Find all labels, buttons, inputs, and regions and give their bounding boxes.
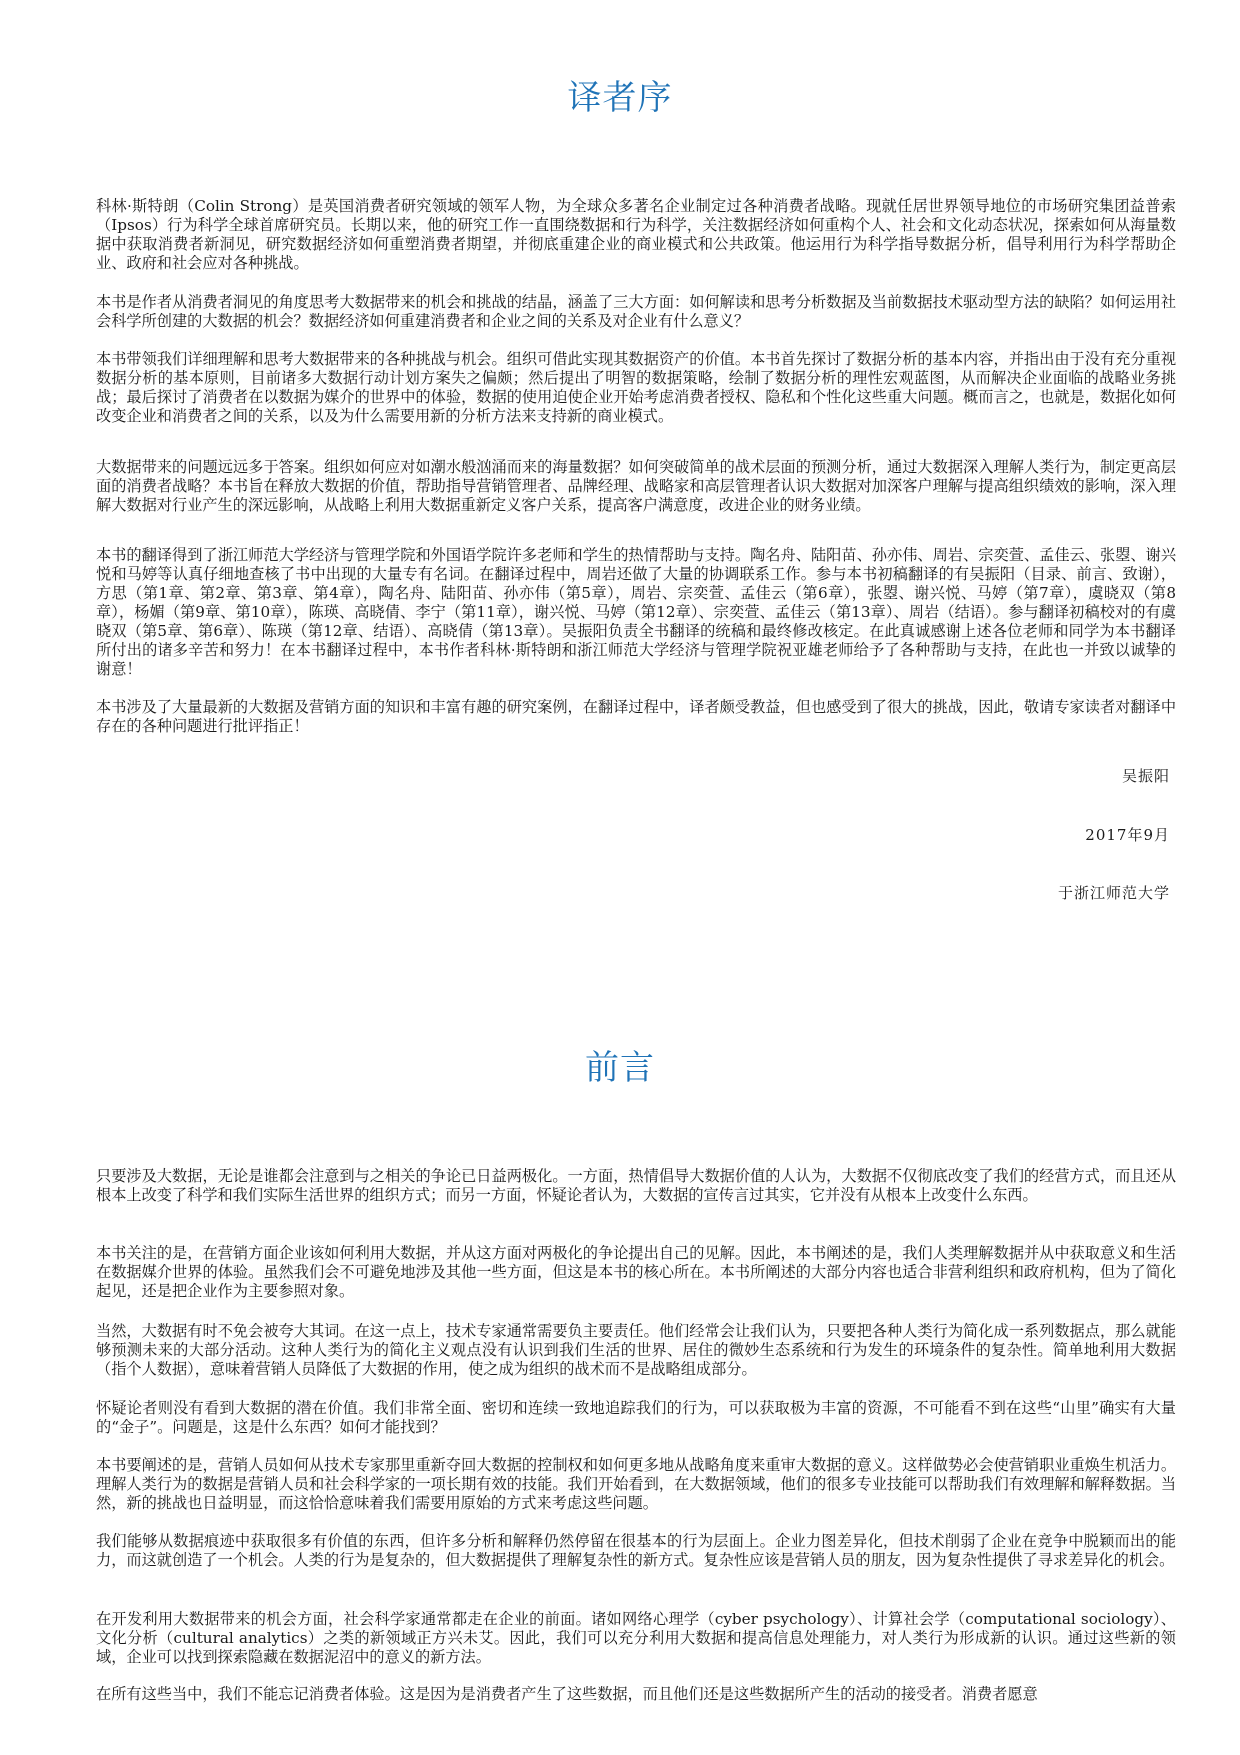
preface-paragraph-1 bbox=[96, 197, 1176, 273]
paragraph: 本书要阐述的是，营销人员如何从技术专家那里重新夺回大数据的控制权和如何更多地从战略角度来重审大数据的意义。这样做势必会使营销职业重焕生机活力。理解人类行为的数据是营销人员和社会科学家的一项长期有效的技能。我们开始看到，在大数据领域，他们的很多专业技能可以帮助我们有效理解和解释数据。当然，新的挑战也日益明显，而这恰恰意味着我们需要用原始的方式来考虑这些问题。 bbox=[96, 1456, 1176, 1512]
preface-paragraph-2 bbox=[96, 293, 1176, 331]
foreword-paragraph-1 bbox=[96, 1167, 1176, 1205]
foreword-paragraph-3 bbox=[96, 1322, 1176, 1379]
preface-paragraph-3 bbox=[96, 350, 1176, 426]
paragraph: 本书是作者从消费者洞见的角度思考大数据带来的机会和挑战的结晶，涵盖了三大方面：如何解读和思考分析数据及当前数据技术驱动型方法的缺陷？如何运用社会科学所创建的大数据的机会？数据经济如何重建消费者和企业之间的关系及对企业有什么意义？ bbox=[96, 293, 1176, 330]
paragraph: 本书带领我们详细理解和思考大数据带来的各种挑战与机会。组织可借此实现其数据资产的价值。本书首先探讨了数据分析的基本内容，并指出由于没有充分重视数据分析的基本原则，目前诸多大数据行动计划方案失之偏颇；然后提出了明智的数据策略，绘制了数据分析的理性宏观蓝图，从而解决企业面临的战略业务挑战；最后探讨了消费者在以数据为媒介的世界中的体验，数据的使用迫使企业开始考虑消费者授权、隐私和个性化这些重大问题。概而言之，也就是，数据化如何改变企业和消费者之间的关系，以及为什么需要用新的分析方法来支持新的商业模式。 bbox=[96, 350, 1176, 425]
paragraph: 科林·斯特朗（Colin Strong）是英国消费者研究领域的领军人物，为全球众多著名企业制定过各种消费者战略。现就任居世界领导地位的市场研究集团益普索（Ipsos）行为科学全球首席研究员。长期以来，他的研究工作一直围绕数据和行为科学，关注数据经济如何重构个人、社会和文化动态状况，探索如何从海量数据中获取消费者新洞见，研究数据经济如何重塑消费者期望，并彻底重建企业的商业模式和公共政策。他运用行为科学指导数据分析，倡导利用行为科学帮助企业、政府和社会应对各种挑战。 bbox=[96, 197, 1176, 272]
paragraph: 我们能够从数据痕迹中获取很多有价值的东西，但许多分析和解释仍然停留在很基本的行为层面上。企业力图差异化，但技术削弱了企业在竞争中脱颖而出的能力，而这就创造了一个机会。人类的行为是复杂的，但大数据提供了理解复杂性的新方式。复杂性应该是营销人员的朋友，因为复杂性提供了寻求差异化的机会。 bbox=[96, 1532, 1176, 1569]
paragraph: 在所有这些当中，我们不能忘记消费者体验。这是因为是消费者产生了这些数据，而且他们还是这些数据所产生的活动的接受者。消费者愿意 bbox=[96, 1685, 1038, 1703]
preface-paragraph-6 bbox=[96, 698, 1176, 736]
paragraph: 大数据带来的问题远远多于答案。组织如何应对如潮水般汹涌而来的海量数据？如何突破简单的战术层面的预测分析，通过大数据深入理解人类行为，制定更高层面的消费者战略？本书旨在释放大数据的价值，帮助指导营销管理者、品牌经理、战略家和高层管理者认识大数据对加深客户理解与提高组织绩效的影响，深入理解大数据对行业产生的深远影响，从战略上利用大数据重新定义客户关系，提高客户满意度，改进企业的财务业绩。 bbox=[96, 458, 1176, 514]
foreword-paragraph-2 bbox=[96, 1244, 1176, 1301]
foreword-paragraph-5 bbox=[96, 1456, 1176, 1513]
paragraph: 在开发利用大数据带来的机会方面，社会科学家通常都走在企业的前面。诸如网络心理学（cyber psychology）、计算社会学（computational sociology）、文化分析（cultural analytics）之类的新领域正方兴未艾。因此，我们可以充分利用大数据和提高信息处理能力，对人类行为形成新的认识。通过这些新的领域，企业可以找到探索隐藏在数据泥沼中的意义的新方法。 bbox=[96, 1610, 1176, 1666]
foreword-paragraph-4 bbox=[96, 1399, 1176, 1437]
paragraph: 本书涉及了大量最新的大数据及营销方面的知识和丰富有趣的研究案例，在翻译过程中，译者颇受教益，但也感受到了很大的挑战，因此，敬请专家读者对翻译中存在的各种问题进行批评指正！ bbox=[96, 698, 1176, 735]
paragraph: 只要涉及大数据，无论是谁都会注意到与之相关的争论已日益两极化。一方面，热情倡导大数据价值的人认为，大数据不仅彻底改变了我们的经营方式，而且还从根本上改变了科学和我们实际生活世界的组织方式；而另一方面，怀疑论者认为，大数据的宣传言过其实，它并没有从根本上改变什么东西。 bbox=[96, 1167, 1176, 1204]
foreword-paragraph-6 bbox=[96, 1532, 1176, 1570]
preface-paragraph-4 bbox=[96, 458, 1176, 515]
paragraph: 怀疑论者则没有看到大数据的潜在价值。我们非常全面、密切和连续一致地追踪我们的行为，可以获取极为丰富的资源，不可能看不到在这些“山里”确实有大量的“金子”。问题是，这是什么东西？如何才能找到？ bbox=[96, 1399, 1176, 1436]
signature-name: 吴振阳 bbox=[1121, 767, 1170, 785]
preface-paragraph-5 bbox=[96, 546, 1176, 679]
signature-date: 2017年9月 bbox=[1085, 826, 1170, 844]
translator-preface-title: 译者序 bbox=[567, 78, 673, 118]
paragraph: 本书关注的是，在营销方面企业该如何利用大数据，并从这方面对两极化的争论提出自己的见解。因此，本书阐述的是，我们人类理解数据并从中获取意义和生活在数据媒介世界的体验。虽然我们会不可避免地涉及其他一些方面，但这是本书的核心所在。本书所阐述的大部分内容也适合非营利组织和政府机构，但为了简化起见，还是把企业作为主要参照对象。 bbox=[96, 1244, 1176, 1300]
foreword-paragraph-8 bbox=[96, 1685, 1176, 1704]
foreword-paragraph-7 bbox=[96, 1610, 1176, 1667]
paragraph: 本书的翻译得到了浙江师范大学经济与管理学院和外国语学院许多老师和学生的热情帮助与支持。陶名舟、陆阳苗、孙亦伟、周岩、宗奕萱、孟佳云、张曌、谢兴悦和马婷等认真仔细地查核了书中出现的大量专有名词。在翻译过程中，周岩还做了大量的协调联系工作。参与本书初稿翻译的有吴振阳（目录、前言、致谢），方思（第1章、第2章、第3章、第4章），陶名舟、陆阳苗、孙亦伟（第5章），周岩、宗奕萱、孟佳云（第6章），张曌、谢兴悦、马婷（第7章），虞晓双（第8章），杨媚（第9章、第10章），陈瑛、高晓倩、李宁（第11章），谢兴悦、马婷（第12章）、宗奕萱、孟佳云（第13章）、周岩（结语）。参与翻译初稿校对的有虞晓双（第5章、第6章）、陈瑛（第12章、结语）、高晓倩（第13章）。吴振阳负责全书翻译的统稿和最终修改核定。在此真诚感谢上述各位老师和同学为本书翻译所付出的诸多辛苦和努力！在本书翻译过程中，本书作者科林·斯特朗和浙江师范大学经济与管理学院祝亚雄老师给予了各种帮助与支持，在此也一并致以诚挚的谢意！ bbox=[96, 546, 1176, 678]
paragraph: 当然，大数据有时不免会被夸大其词。在这一点上，技术专家通常需要负主要责任。他们经常会让我们认为，只要把各种人类行为简化成一系列数据点，那么就能够预测未来的大部分活动。这种人类行为的简化主义观点没有认识到我们生活的世界、居住的微妙生态系统和行为发生的环境条件的复杂性。简单地利用大数据（指个人数据），意味着营销人员降低了大数据的作用，使之成为组织的战术而不是战略组成部分。 bbox=[96, 1322, 1176, 1378]
signature-place: 于浙江师范大学 bbox=[1057, 884, 1170, 902]
foreword-title: 前言 bbox=[585, 1048, 655, 1088]
